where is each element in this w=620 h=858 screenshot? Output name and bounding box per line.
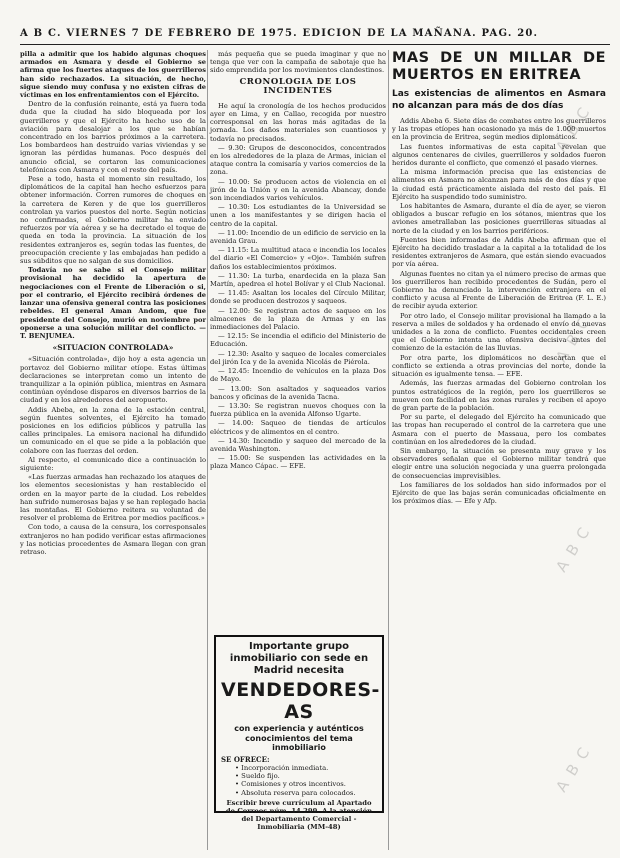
paragraph: La misma información precisa que las existencias de alimentos en Asmara no alcanzan para más de dos días y que la ciudad está prácticamente aislada del resto del país. El Ejército ha suspendido todo suministro.: [392, 168, 606, 201]
paragraph: «Situación controlada», dijo hoy a esta agencia un portavoz del Gobierno militar etíope. Estas últimas declaraciones se interpretan como un intento de tranquilizar a la opinión pública, mientras en Asmara continúan oyéndose disparos en diversos barrios de la ciudad y en los alrededores del aeropuerto.: [20, 355, 206, 405]
ad-title: VENDEDORES-AS: [221, 679, 380, 723]
paragraph: Dentro de la confusión reinante, está ya fuera toda duda que la ciudad ha sido bloqueada por los guerrilleros y que el Ejército ha hecho uso de la aviación para desalojar a los que se habían concentrado en los barrios próximos a la carretera. Los bombardeos han destruido varias viviendas y se ignoran las pérdidas humanas. Poco después del anuncio oficial, se cortaron las comunicaciones telefónicas con Asmara y con el resto del país.: [20, 100, 206, 174]
paragraph: Además, las fuerzas armadas del Gobierno controlan los puntos estratégicos de la región, pero los guerrilleros se mueven con facilidad en las zonas rurales y reciben el apoyo de gran parte de la población.: [392, 379, 606, 412]
paragraph: Los familiares de los soldados han sido informados por el Ejército de que las bajas serán comunicadas oficialmente en los próximos días. — Efe y Afp.: [392, 480, 606, 506]
list-item: • Sueldo fijo.: [235, 772, 377, 780]
article-column-3: [392, 50, 606, 850]
job-advertisement: [214, 635, 384, 831]
paragraph: «Las fuerzas armadas han rechazado los ataques de los elementos secesionistas y han restablecido el orden en la mayor parte de la ciudad. Los rebeldes han sufrido numerosas bajas y se han replegado hacia las montañas. El Gobierno reitera su voluntad de resolver el problema de Eritrea por medios pacíficos.»: [20, 473, 206, 523]
ad-subtitle: con experiencia y auténticos conocimientos del tema inmobiliario: [234, 724, 364, 752]
ad-headline: Importante grupo inmobiliario con sede en Madrid necesita: [229, 641, 369, 676]
section-heading: CRONOLOGIA DE LOS INCIDENTES: [239, 76, 357, 97]
article-column-1: [20, 50, 206, 850]
timeline-item: — 15.00: Se suspenden las actividades en la plaza Manco Cápac. — EFE.: [210, 454, 386, 471]
paragraph: Por otra parte, los diplomáticos no descartan que el conflicto se extienda a otras provincias del norte, donde la situación es igualmente tensa. — EFE.: [392, 353, 606, 379]
paragraph: pilla a admitir que los habido algunas choques armados en Asmara y desde el Gobierno se afirma que los fuertes ataques de los guerrilleros han sido rechazados. La situación, de hecho, sigue siendo muy confusa y no existen cifras de víctimas en los enfrentamientos con el Ejército.: [20, 50, 206, 100]
timeline-item: — 13.00: Son asaltados y saqueados varios bancos y oficinas de la avenida Tacna.: [210, 384, 386, 401]
paragraph: Por su parte, el delegado del Ejército ha comunicado que las tropas han recuperado el control de la carretera que une Asmara con el puerto de Massaua, pero los combates continúan en los alrededores de la ciudad.: [392, 413, 606, 446]
timeline-item: — 12.00: Se registran actos de saqueo en los almacenes de la plaza de Armas y en las inmediaciones del Palacio.: [210, 306, 386, 332]
paragraph: Pese a todo, hasta el momento sin resultado, los diplomáticos de la capital han hecho esfuerzos para obtener información. Corren rumores de choques en la carretera de Keren y de que los guerrilleros controlan ya varios puestos del norte. Según noticias no confirmadas, el Gobierno militar ha enviado refuerzos por vía aérea y se ha decretado el toque de queda en toda la provincia. La situación de los residentes extranjeros es, según todas las fuentes, de preocupación creciente y las embajadas han pedido a sus súbditos que no salgan de sus domicilios.: [20, 175, 206, 266]
paragraph: Los habitantes de Asmara, durante el día de ayer, se vieron obligados a buscar refugio en los sótanos, mientras que los aviones ametrallaban las posiciones guerrilleras situadas al norte de la ciudad y en los barrios periféricos.: [392, 202, 606, 235]
subheadline: Las existencias de alimentos en Asmara no alcanzan para más de dos días: [392, 89, 606, 111]
timeline-item: — 10.30: Los estudiantes de la Universidad se unen a los manifestantes y se dirigen hacia el centro de la capital.: [210, 203, 386, 228]
headline: MAS DE UN MILLAR DE MUERTOS EN ERITREA: [392, 50, 606, 83]
paragraph: Addis Abeba 6. Siete días de combates entre los guerrilleros y las tropas etíopes han ocasionado ya más de 1.000 muertos en la provincia de Eritrea, según medios diplomáticos.: [392, 117, 606, 142]
timeline-item: — 10.00: Se producen actos de violencia en el jirón de la Unión y en la avenida Abancay, donde son incendiados varios vehículos.: [210, 177, 386, 203]
timeline-item: — 12.45: Incendio de vehículos en la plaza Dos de Mayo.: [210, 367, 386, 384]
paragraph: Fuentes bien informadas de Addis Abeba afirman que el Ejército ha decidido trasladar a la capital a la totalidad de los residentes extranjeros de Asmara, que están siendo evacuados por vía aérea.: [392, 235, 606, 269]
timeline-item: — 13.30: Se registran nuevos choques con la fuerza pública en la avenida Alfonso Ugarte.: [210, 401, 386, 419]
timeline-item: — 11.15: La multitud ataca e incendia los locales del diario «El Comercio» y «Ojo». También sufren daños los establecimientos próximos.: [210, 246, 386, 271]
paragraph: más pequeña que se pueda imaginar y que no tenga que ver con la campaña de sabotaje que ha sido emprendida por los movimientos clandestinos.: [210, 50, 386, 75]
timeline-item: — 11.30: La turba, enardecida en la plaza San Martín, apedrea el hotel Bolívar y el Club Nacional.: [210, 271, 386, 289]
timeline-item: — 11.00: Incendio de un edificio de servicio en la avenida Grau.: [210, 228, 386, 246]
abc-watermark-logo: A B C: [552, 522, 595, 576]
paragraph: Al respecto, el comunicado dice a continuación lo siguiente:: [20, 455, 206, 472]
paragraph: Por otro lado, el Consejo militar provisional ha llamado a la reserva a miles de soldados y ha ordenado el envío de nuevas unidades a la zona de conflicto. Fuentes occidentales creen que el Gobierno intenta una ofensiva decisiva antes del comienzo de la estación de las lluvias.: [392, 311, 606, 353]
page-header: A B C. VIERNES 7 DE FEBRERO DE 1975. EDICION DE LA MAÑANA. PAG. 20.: [20, 28, 610, 45]
timeline-item: — 14.00: Saqueo de tiendas de artículos eléctricos y de alimentos en el centro.: [210, 419, 386, 436]
list-item: • Comisiones y otros incentivos.: [235, 780, 377, 788]
timeline-item: — 11.45: Asaltan los locales del Círculo Militar, donde se producen destrozos y saqueos.: [210, 289, 386, 306]
abc-watermark-logo: A B C: [552, 102, 595, 156]
ad-offers-list: [235, 764, 377, 797]
paragraph: Con todo, a causa de la censura, los corresponsales extranjeros no han podido verificar estas afirmaciones y las noticias procedentes de Asmara llegan con gran retraso.: [20, 523, 206, 556]
column-rule: [388, 50, 389, 850]
timeline-item: — 12.30: Asalto y saqueo de locales comerciales del jirón Ica y de la avenida Nicolás de Piérola.: [210, 349, 386, 366]
paragraph: Las fuentes informativas de esta capital revelan que algunos centenares de civiles, guerrilleros y soldados fueron heridos durante el conflicto, que comenzó el pasado viernes.: [392, 142, 606, 168]
ad-contact: Escribir breve currículum al Apartado de Correos núm. 14.299. A la atención del Departamento Comercial - Inmobiliaria (MM-48): [225, 798, 373, 831]
timeline-item: — 12.15: Se incendia el edificio del Ministerio de Educación.: [210, 332, 386, 349]
article-column-2: [210, 50, 386, 630]
column-rule: [207, 50, 208, 850]
ad-offers-label: SE OFRECE:: [221, 754, 270, 764]
paragraph: Sin embargo, la situación se presenta muy grave y los observadores señalan que el Gobierno militar tendrá que elegir entre una solución negociada y una guerra prolongada de consecuencias imprevisibles.: [392, 446, 606, 480]
abc-watermark-logo: A B C: [552, 312, 595, 366]
paragraph: Todavía no se sabe si el Consejo militar provisional ha decidido la apertura de negociaciones con el Frente de Liberación o si, por el contrario, el Ejército recibirá órdenes de lanzar una ofensiva general contra las posiciones rebeldes. El general Aman Andom, que fue presidente del Consejo, murió en noviembre por oponerse a una solución militar del conflicto. — T. BENJUMEA.: [20, 266, 206, 340]
timeline-item: — 9.30: Grupos de desconocidos, concentrados en los alrededores de la plaza de Armas, inician el ataque contra la comisaría y varios comercios de la zona.: [210, 143, 386, 177]
subheading: «SITUACION CONTROLADA»: [52, 343, 174, 353]
paragraph: He aquí la cronología de los hechos producidos ayer en Lima, y en Callao, recogida por nuestro corresponsal en las horas más agitadas de la jornada. Los daños materiales son cuantiosos y todavía no precisados.: [210, 101, 386, 143]
abc-watermark-logo: A B C: [552, 742, 595, 796]
paragraph: Addis Abeba, en la zona de la estación central, según fuentes solventes, el Ejército ha tomado posiciones en los edificios públicos y patrulla las calles principales. La emisora nacional ha difundido un comunicado en el que se pide a la población que colabore con las fuerzas del orden.: [20, 405, 206, 455]
list-item: • Incorporación inmediata.: [235, 764, 377, 772]
timeline-item: — 14.30: Incendio y saqueo del mercado de la avenida Washington.: [210, 436, 386, 453]
paragraph: Algunas fuentes no citan ya el número preciso de armas que los guerrilleros han recibido procedentes de Sudán, pero el Gobierno ha denunciado la intervención extranjera en el conflicto y acusa al Frente de Liberación de Eritrea (F. L. E.) de recibir ayuda exterior.: [392, 269, 606, 311]
list-item: • Absoluta reserva para colocados.: [235, 789, 377, 797]
